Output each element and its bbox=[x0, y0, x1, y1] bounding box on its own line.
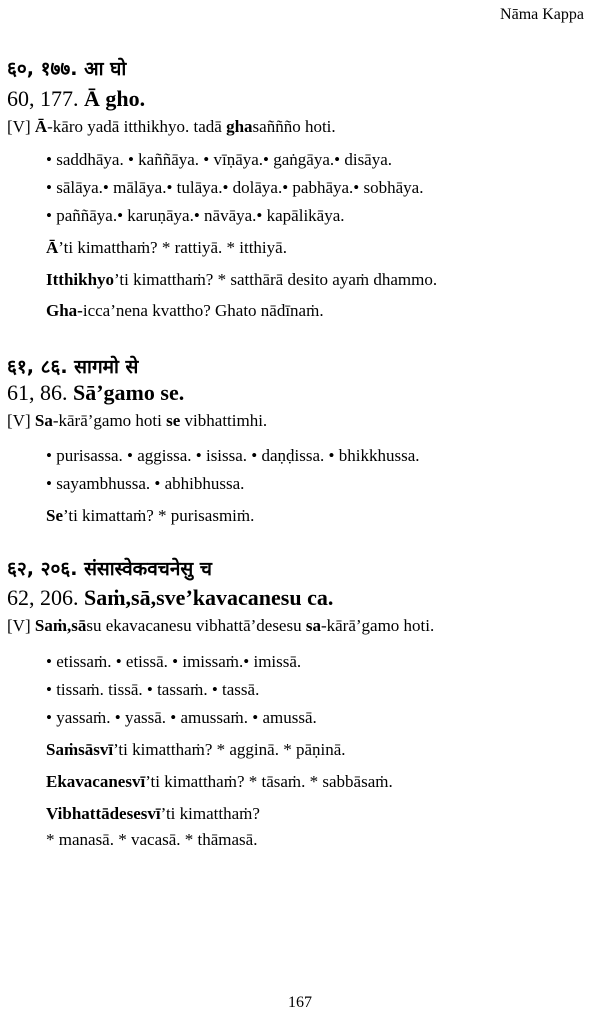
question-line bbox=[46, 804, 260, 824]
question-text: ’ti kimatthaṁ? * agginā. * pāṇinā. bbox=[113, 740, 346, 759]
example-line: • sayambhussa. • abhibhussa. bbox=[46, 474, 245, 493]
example-line: • tissaṁ. tissā. • tassaṁ. • tassā. bbox=[46, 680, 260, 699]
question-line bbox=[46, 740, 346, 760]
question-bold: Saṁsāsvī bbox=[46, 740, 114, 759]
sutta-number: 60, 177. bbox=[7, 86, 79, 111]
question-text: ’ti kimattaṁ? * purisasmiṁ. bbox=[63, 506, 255, 525]
vutti-bold: Saṁ,sā bbox=[34, 616, 87, 635]
question-line bbox=[46, 506, 254, 526]
question-bold: Gha- bbox=[46, 301, 83, 320]
vutti-text: -kārā’gamo hoti. bbox=[320, 616, 435, 635]
sutta-title-62 bbox=[7, 585, 333, 611]
question-bold: Ā bbox=[46, 238, 59, 257]
question-text: ’ti kimatthaṁ? * satthārā desito ayaṁ dhammo. bbox=[114, 270, 438, 289]
vutti-bold: Ā bbox=[34, 117, 48, 136]
question-bold: Ekavacanesvī bbox=[46, 772, 146, 791]
vutti-text: -kārā’gamo hoti bbox=[52, 411, 167, 430]
example-line: • etissaṁ. • etissā. • imissaṁ.• imissā. bbox=[46, 652, 302, 671]
sutta-title-60 bbox=[7, 86, 145, 112]
example-line: • paññāya.• karuṇāya.• nāvāya.• kapālikāya. bbox=[46, 206, 345, 225]
vutti-text: saññño hoti. bbox=[252, 117, 336, 136]
sutta-number: 62, 206. bbox=[7, 585, 79, 610]
question-bold: Se bbox=[46, 506, 63, 525]
vutti-marker: [V] bbox=[7, 616, 31, 635]
question-text: ’ti kimatthaṁ? bbox=[160, 804, 260, 823]
example-line: • sālāya.• mālāya.• tulāya.• dolāya.• pabhāya.• sobhāya. bbox=[46, 178, 424, 197]
running-header: Nāma Kappa bbox=[500, 6, 584, 23]
question-line bbox=[46, 238, 287, 258]
vutti-marker: [V] bbox=[7, 117, 31, 136]
vutti-text: vibhattimhi. bbox=[180, 411, 268, 430]
example-line: • purisassa. • aggissa. • isissa. • daṇḍissa. • bhikkhussa. bbox=[46, 446, 420, 465]
question-bold: Itthikhyo bbox=[46, 270, 115, 289]
sutta-name: Saṁ,sā,sve’kavacanesu ca. bbox=[84, 585, 334, 610]
question-text: ’ti kimatthaṁ? * rattiyā. * itthiyā. bbox=[58, 238, 287, 257]
vutti-text: su ekavacanesu vibhattā’desesu bbox=[86, 616, 306, 635]
question-text: icca’nena kvattho? Ghato nādīnaṁ. bbox=[82, 301, 324, 320]
question-bold: Vibhattādesesvī bbox=[46, 804, 161, 823]
example-line: • saddhāya. • kaññāya. • vīṇāya.• gaṅgāya.• disāya. bbox=[46, 150, 393, 169]
vutti-bold: gha bbox=[226, 117, 253, 136]
sutta-name: Ā gho. bbox=[84, 86, 146, 111]
question-line bbox=[46, 301, 324, 321]
vutti-line-62 bbox=[7, 616, 434, 636]
vutti-bold: se bbox=[166, 411, 181, 430]
sutta-devanagari-61: ६१, ८६. सागमो से bbox=[7, 356, 139, 378]
vutti-text: -kāro yadā itthikhyo. tadā bbox=[47, 117, 227, 136]
example-line: * manasā. * vacasā. * thāmasā. bbox=[46, 830, 258, 849]
question-line bbox=[46, 270, 437, 290]
question-text: ’ti kimatthaṁ? * tāsaṁ. * sabbāsaṁ. bbox=[145, 772, 393, 791]
vutti-bold: Sa bbox=[34, 411, 53, 430]
vutti-line-60 bbox=[7, 117, 336, 137]
sutta-name: Sā’gamo se. bbox=[73, 380, 185, 405]
page-number: 167 bbox=[288, 994, 312, 1011]
vutti-line-61 bbox=[7, 411, 267, 431]
sutta-title-61 bbox=[7, 380, 184, 406]
vutti-bold: sa bbox=[305, 616, 321, 635]
question-line bbox=[46, 772, 393, 792]
sutta-number: 61, 86. bbox=[7, 380, 68, 405]
sutta-devanagari-60: ६०, १७७. आ घो bbox=[7, 58, 127, 80]
sutta-devanagari-62: ६२, २०६. संसास्वेकवचनेसु च bbox=[7, 558, 212, 580]
example-line: • yassaṁ. • yassā. • amussaṁ. • amussā. bbox=[46, 708, 317, 727]
vutti-marker: [V] bbox=[7, 411, 31, 430]
